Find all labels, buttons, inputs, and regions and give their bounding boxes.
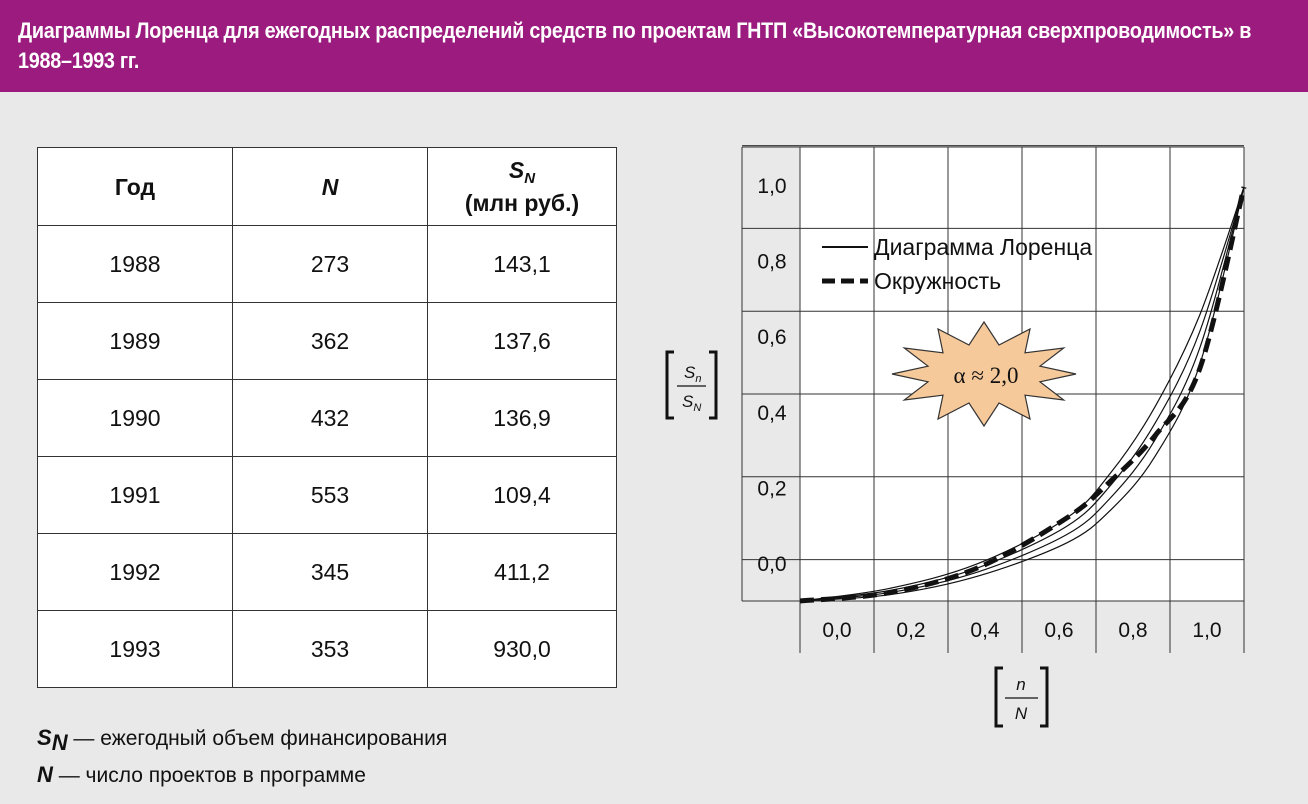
x-axis-label <box>996 668 1047 726</box>
legend-label-circle: Окружность <box>874 268 1002 294</box>
cell-n: 353 <box>233 611 428 688</box>
y-tick-label: 0,2 <box>757 477 787 501</box>
y-label-den: $S_N$ <box>682 392 702 414</box>
footnote-sym: N <box>37 762 53 787</box>
y-tick-label: 0,4 <box>757 401 787 425</box>
x-label-bracket-left <box>996 668 1003 726</box>
x-tick-label: 0,4 <box>970 619 1000 642</box>
cell-year: 1989 <box>38 303 233 380</box>
cell-sn: 137,6 <box>428 303 617 380</box>
legend-label-lorenz: Диаграмма Лоренца <box>874 234 1093 260</box>
header-sn-unit: (млн руб.) <box>464 190 580 216</box>
cell-year: 1988 <box>38 226 233 303</box>
x-tick-label: 0,6 <box>1044 619 1074 642</box>
cell-sn: 411,2 <box>428 534 617 611</box>
page-title: Диаграммы Лоренца для ежегодных распределений средств по проектам ГНТП «Высокотемпературная сверхпроводимость» в 1988–1993 гг. <box>18 18 1252 73</box>
x-tick-label: 0,8 <box>1118 619 1148 642</box>
y-label-num: $S_n$ <box>684 363 702 385</box>
header-n: N <box>233 148 428 226</box>
cell-year: 1993 <box>38 611 233 688</box>
cell-sn: 143,1 <box>428 226 617 303</box>
cell-year: 1992 <box>38 534 233 611</box>
y-label-bracket-right <box>709 352 716 418</box>
cell-year: 1990 <box>38 380 233 457</box>
alpha-label: α ≈ 2,0 <box>953 363 1019 388</box>
footnote-sym: S <box>37 725 52 750</box>
footnote-sub: N <box>51 730 68 755</box>
y-tick-label: 1,0 <box>757 174 787 198</box>
header-year: Год <box>38 148 233 226</box>
x-label-den: N <box>1014 704 1028 723</box>
y-tick-labels <box>757 175 787 576</box>
x-tick-label: 0,2 <box>896 619 926 642</box>
footnote-text: — число проектов в программе <box>52 764 366 787</box>
header-sn-symbol: S <box>508 157 525 183</box>
x-label-num: n <box>1016 675 1026 694</box>
cell-sn: 136,9 <box>428 380 617 457</box>
cell-year: 1991 <box>38 457 233 534</box>
x-tick-label: 1,0 <box>1192 619 1222 642</box>
x-tick-label: 0,0 <box>822 619 852 642</box>
x-label-bracket-right <box>1040 668 1047 726</box>
cell-n: 432 <box>233 380 428 457</box>
cell-sn: 109,4 <box>428 457 617 534</box>
cell-n: 362 <box>233 303 428 380</box>
y-tick-label: 0,8 <box>757 250 787 274</box>
cell-sn: 930,0 <box>428 611 617 688</box>
cell-n: 553 <box>233 457 428 534</box>
footnote-text: — ежегодный объем финансирования <box>67 727 448 750</box>
header-sn-sub: N <box>524 170 536 187</box>
y-tick-label: 0,6 <box>757 326 787 350</box>
cell-n: 345 <box>233 534 428 611</box>
y-axis-label <box>667 352 716 418</box>
cell-n: 273 <box>233 226 428 303</box>
y-tick-label: 0,0 <box>757 553 787 577</box>
y-label-bracket-left <box>667 352 674 418</box>
